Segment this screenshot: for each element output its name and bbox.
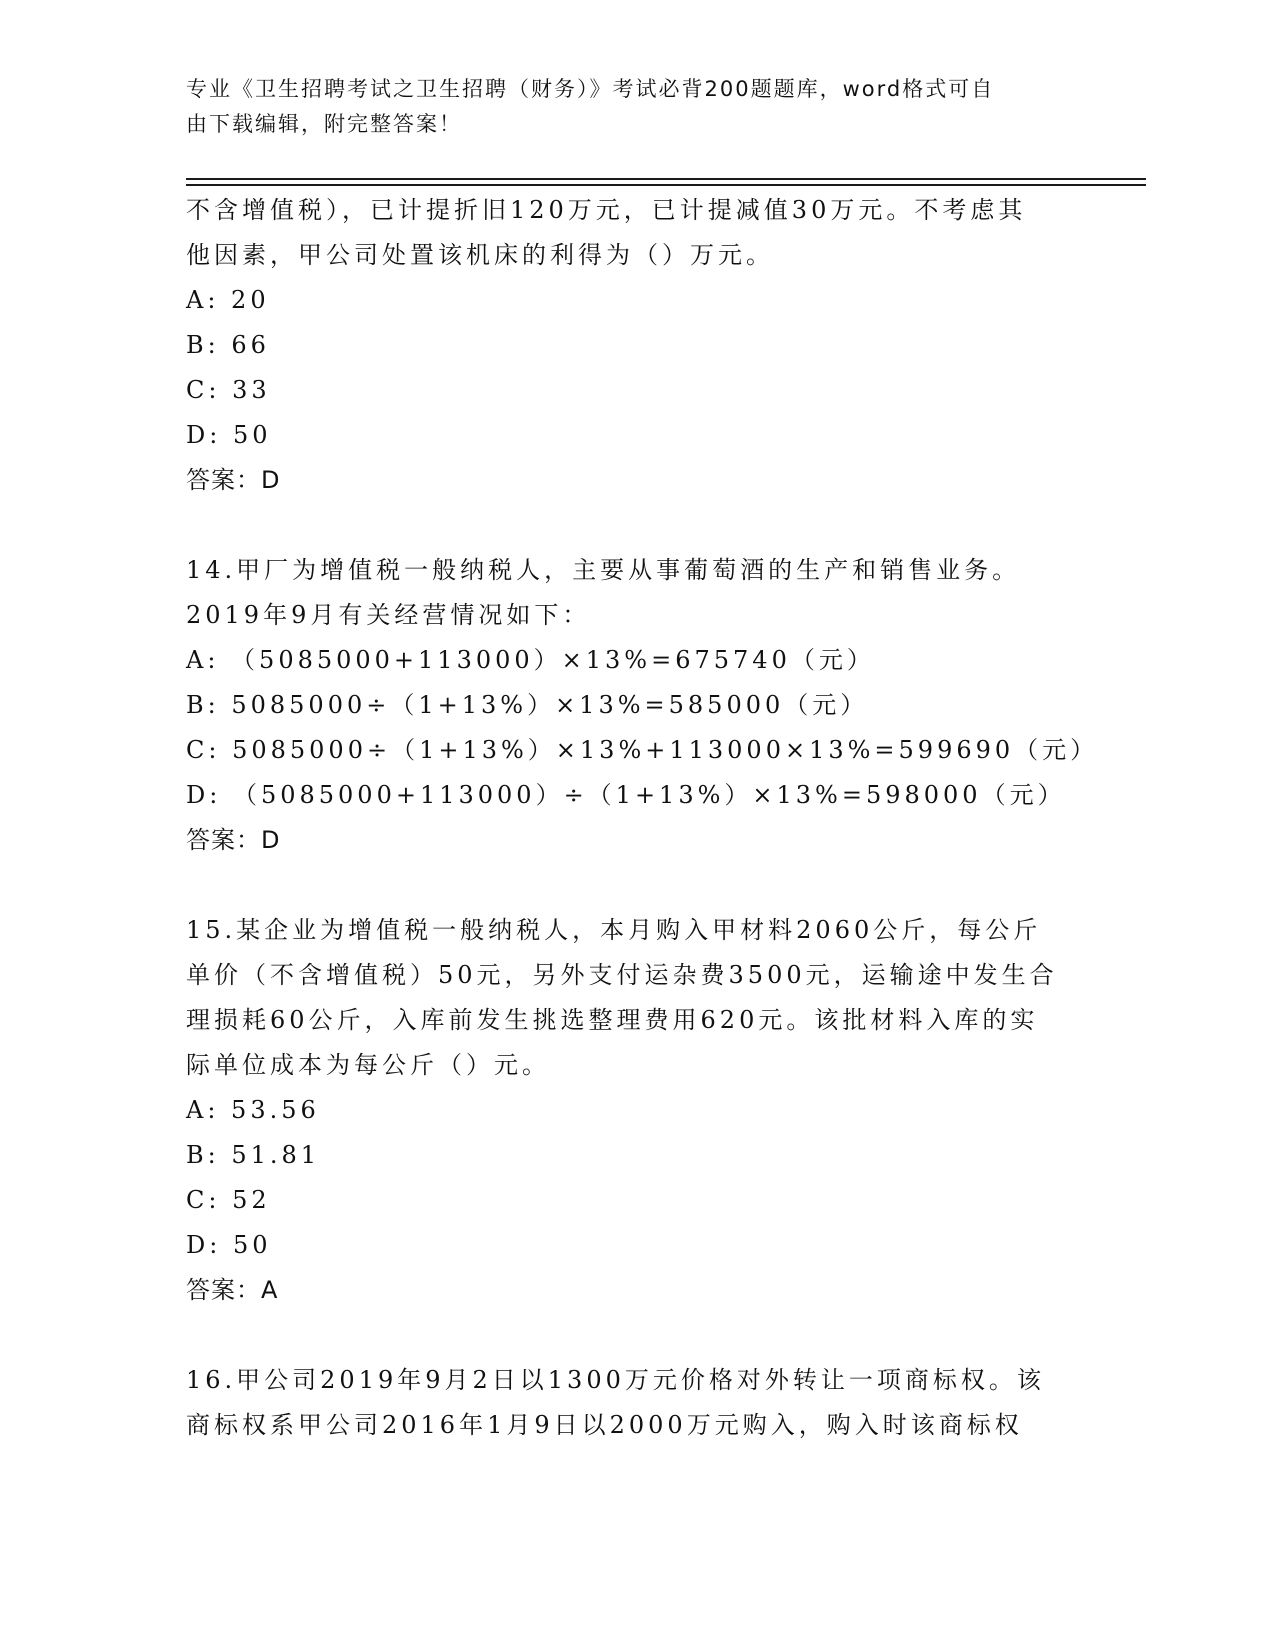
question-text-line: 14.甲厂为增值税一般纳税人，主要从事葡萄酒的生产和销售业务。 [186, 556, 1021, 584]
question-text-line: 不含增值税），已计提折旧120万元，已计提减值30万元。不考虑其 [186, 196, 1027, 224]
option-a: A: 53.56 [186, 1096, 320, 1124]
question-13-continued [186, 188, 1086, 503]
question-16 [186, 1358, 1086, 1448]
spacer [186, 863, 1086, 908]
question-text-line: 16.甲公司2019年9月2日以1300万元价格对外转让一项商标权。该 [186, 1366, 1045, 1394]
option-b: B: 5085000÷（1+13%）×13%=585000（元） [186, 691, 869, 719]
question-text-line: 他因素，甲公司处置该机床的利得为（）万元。 [186, 241, 774, 269]
question-text-line: 商标权系甲公司2016年1月9日以2000万元购入，购入时该商标权 [186, 1411, 1023, 1439]
header-divider-bottom [186, 184, 1146, 186]
header-line-1: 专业《卫生招聘考试之卫生招聘（财务）》考试必背200题题库，word格式可自 [186, 77, 995, 101]
question-15 [186, 908, 1086, 1313]
option-d: D: 50 [186, 421, 272, 449]
option-c: C: 5085000÷（1+13%）×13%+113000×13%=599690（元） [186, 736, 1099, 764]
option-c: C: 52 [186, 1186, 271, 1214]
header-divider-top [186, 178, 1146, 180]
question-text-line: 单价（不含增值税）50元，另外支付运杂费3500元，运输途中发生合 [186, 961, 1058, 989]
option-c: C: 33 [186, 376, 271, 404]
spacer [186, 1313, 1086, 1358]
question-text-line: 理损耗60公斤，入库前发生挑选整理费用620元。该批材料入库的实 [186, 1006, 1039, 1034]
answer: 答案：D [186, 826, 281, 854]
option-d: D: （5085000+113000）÷（1+13%）×13%=598000（元） [186, 781, 1066, 809]
option-a: A: （5085000+113000）×13%=675740（元） [186, 646, 875, 674]
spacer [186, 503, 1086, 548]
option-a: A: 20 [186, 286, 270, 314]
question-text-line: 际单位成本为每公斤（）元。 [186, 1051, 550, 1079]
answer: 答案：A [186, 1276, 279, 1304]
question-text-line: 2019年9月有关经营情况如下： [186, 601, 591, 629]
question-14 [186, 548, 1099, 863]
document-body [186, 188, 1099, 1448]
option-b: B: 66 [186, 331, 270, 359]
option-b: B: 51.81 [186, 1141, 321, 1169]
option-d: D: 50 [186, 1231, 272, 1259]
header-line-2: 由下载编辑，附完整答案！ [186, 112, 462, 136]
answer: 答案：D [186, 466, 281, 494]
question-text-line: 15.某企业为增值税一般纳税人，本月购入甲材料2060公斤，每公斤 [186, 916, 1042, 944]
page-header [186, 72, 1066, 142]
